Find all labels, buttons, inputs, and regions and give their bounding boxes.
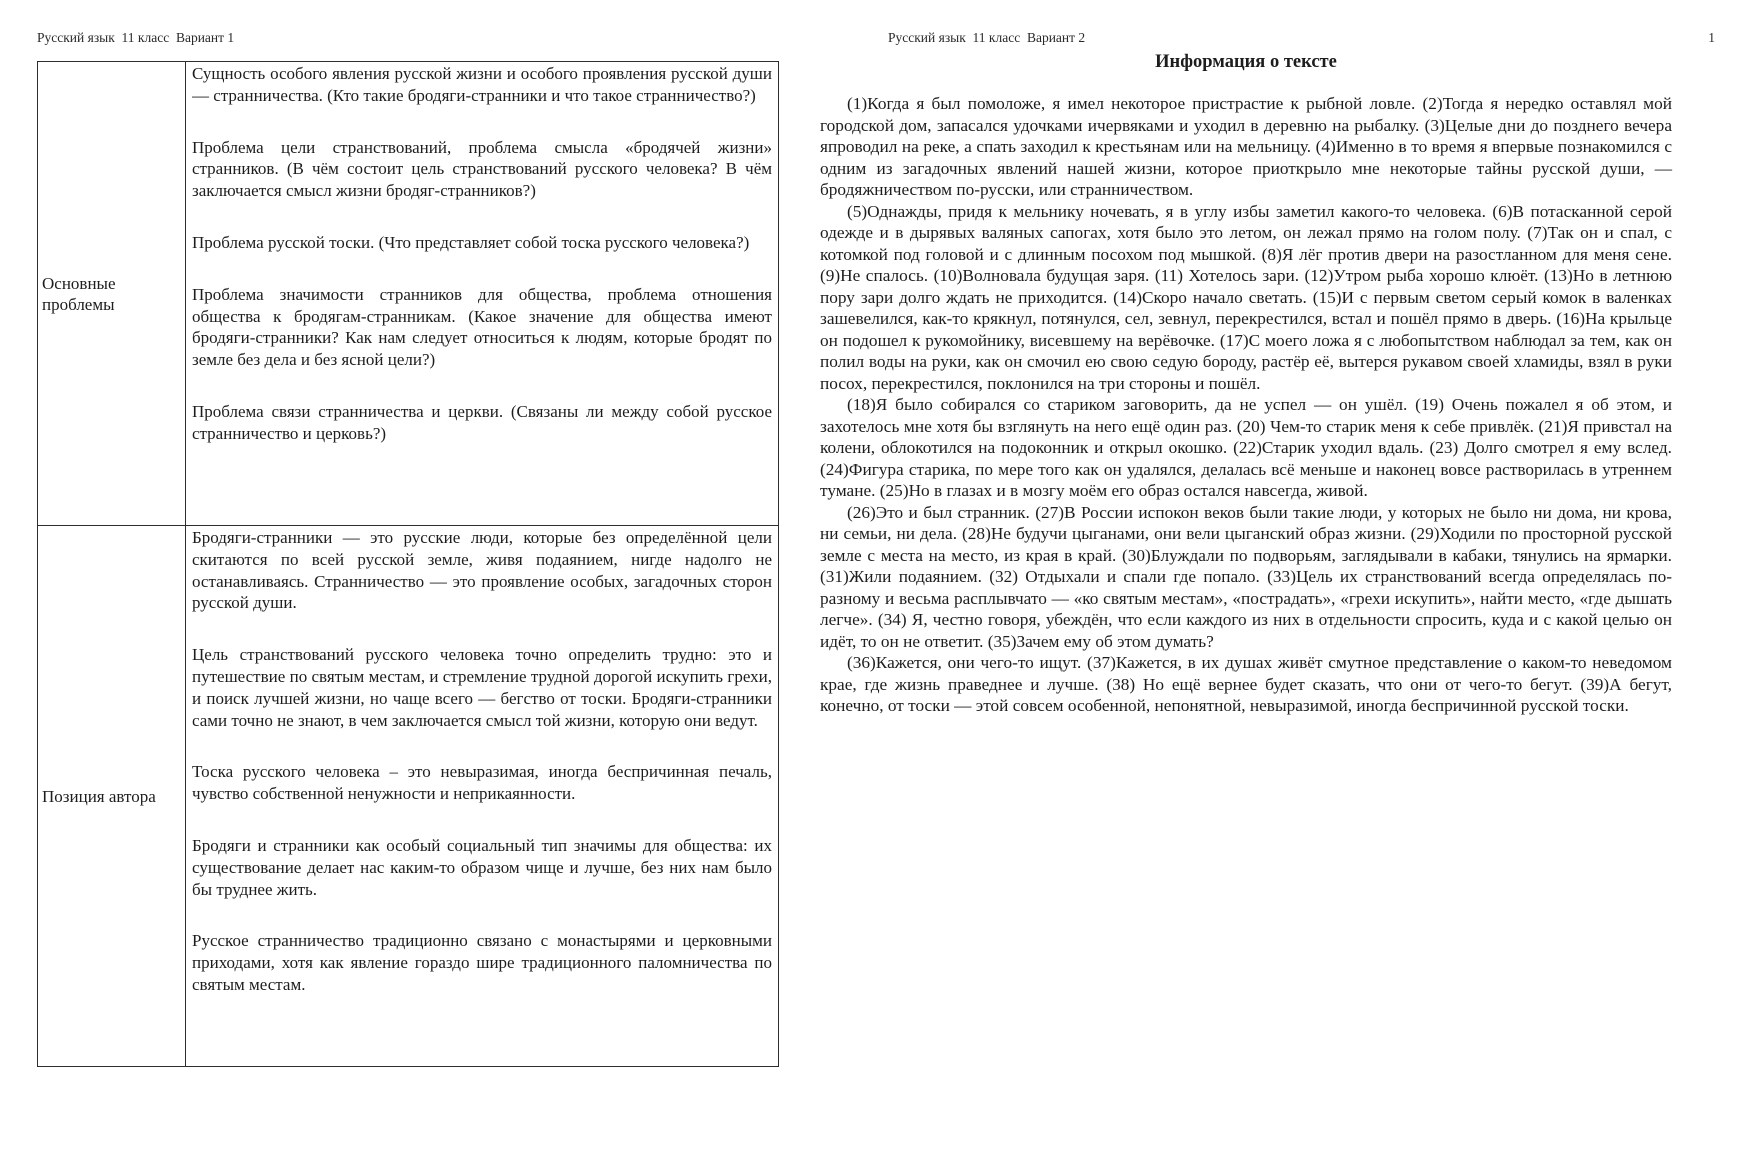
author-position-paragraph: Русское странничество традиционно связано с монастырями и церковными приходами, хотя как явление гораздо шире традиционного паломничества по святым местам. bbox=[192, 931, 772, 994]
author-position-paragraph: Бродяги-странники — это русские люди, которые без определённой цели скитаются по всей русской земле, живя подаянием, нигде надолго не останавливаясь. Странничество — это проявление особых, загадочных сторон русской души. bbox=[192, 528, 772, 613]
page-number: 1 bbox=[1708, 30, 1715, 45]
row-label-problems: Основные проблемы bbox=[38, 62, 186, 526]
text-info-title: Информация о тексте bbox=[1155, 52, 1337, 72]
text-info-body bbox=[820, 52, 1672, 717]
text-paragraph: (26)Это и был странник. (27)В России испокон веков были такие люди, у которых не было ни дома, ни крова, ни семьи, ни дела. (28)Не будучи цыганами, они вели цыганский образ жизни. (29)Ходили по просторной русской земле с места на место, из края в край. (30)Блуждали по подворьям, заглядывали в кабаки, тянулись на ярмарки. (31)Жили подаянием. (32) Отдыхали и спали где попало. (33)Цель их странствований всегда определялась по-разному и весьма расплывчато — «ко святым местам», «пострадать», «грехи искупить», найти место, «где дышать легче». (34) Я, честно говоря, убеждён, что если каждого из них в отдельности спросить, куда и с какой целью он идёт, то он не ответит. (35)Зачем ему об этом думать? bbox=[820, 502, 1672, 651]
page2-header: Русский язык 11 класс Вариант 2 bbox=[888, 30, 1086, 45]
problem-paragraph: Проблема значимости странников для общества, проблема отношения общества к бродягам-странникам. (Какое значение для общества имеют бродяги-странники? Как нам следует относиться к людям, которые бродят по земле без дела и без ясной цели?) bbox=[192, 284, 772, 370]
text-paragraph: (1)Когда я был помоложе, я имел некоторое пристрастие к рыбной ловле. (2)Тогда я нередко оставлял мой городской дом, запасался удочками ичервяками и уходил в деревню на рыбалку. (3)Целые дни до позднего вечера япроводил на реке, а спать заходил к крестьянам или на мельницу. (4)Именно в то время я впервые познакомился с одним из загадочных явлений нашей жизни, которое приоткрыло мне некоторые тайны русской души, — бродяжничеством по-русски, или странничеством. bbox=[820, 94, 1672, 199]
text-paragraph: (5)Однажды, придя к мельнику ночевать, я в углу избы заметил какого-то человека. (6)В потасканной серой одежде и в дырявых валяных сапогах, хотя было это летом, он лежал прямо на голом полу. (7)Так он и спал, с котомкой под головой и с длинным посохом под мышкой. (8)Я лёг против двери на разостланном для меня сене. (9)Не спалось. (10)Волновала будущая заря. (11) Хотелось зари. (12)Утром рыба хорошо клюёт. (13)Но в летнюю пору зари долго ждать не приходится. (14)Скоро начало светать. (15)И с первым светом серый комок в валенках зашевелился, как-то крякнул, потянулся, сел, зевнул, перекрестился, встал и пошёл прямо в дверь. (16)На крыльце он подошел к рукомойнику, висевшему на верёвочке. (17)С моего ложа я с любопытством наблюдал за тем, как он полил воды на руки, как он смочил ею свою седую бороду, растёр её, вытерся рукавом своей хламиды, взял в руки посох, перекрестился, поклонился на три стороны и пошёл. bbox=[820, 201, 1672, 393]
author-position-paragraph: Бродяги и странники как особый социальный тип значимы для общества: их существование делает нас каким-то образом чище и лучше, без них нам было бы труднее жить. bbox=[192, 835, 772, 899]
author-position-cell bbox=[186, 526, 779, 1067]
page2-header-row bbox=[820, 30, 1715, 46]
problems-table bbox=[37, 61, 779, 1067]
problem-paragraph: Проблема связи странничества и церкви. (Связаны ли между собой русское странничество и церковь?) bbox=[192, 401, 772, 443]
problems-cell bbox=[186, 62, 779, 526]
row-label-author-position: Позиция автора bbox=[38, 526, 186, 1067]
author-position-paragraph: Цель странствований русского человека точно определить трудно: это и путешествие по святым местам, и стремление трудной дорогой искупить грехи, и поиск лучшей жизни, но чаще всего — бегство от тоски. Бродяги-странники сами точно не знают, в чем заключается смысл той жизни, которую они ведут. bbox=[192, 645, 772, 730]
page-1 bbox=[37, 30, 772, 1067]
text-paragraph: (18)Я было собирался со стариком заговорить, да не успел — он ушёл. (19) Очень пожалел я об этом, и захотелось мне хотя бы взглянуть на него ещё один раз. (20) Чем-то старик меня к себе привлёк. (21)Я привстал на колени, облокотился на подоконник и открыл окошко. (22)Старик уходил вдаль. (23) Долго смотрел я ему вслед. (24)Фигура старика, по мере того как он удалялся, делалась всё меньше и наконец вовсе растворилась в утреннем тумане. (25)Но в глазах и в мозгу моём его образ остался навсегда, живой. bbox=[820, 395, 1672, 500]
problem-paragraph: Проблема цели странствований, проблема смысла «бродячей жизни» странников. (В чём состоит цель странствований русского человека? В чём заключается смысл жизни бродяг-странников?) bbox=[192, 137, 772, 201]
problem-paragraph: Сущность особого явления русской жизни и особого проявления русской души — странничества. (Кто такие бродяги-странники и что такое странничество?) bbox=[192, 64, 772, 105]
table-row-author-position bbox=[38, 526, 779, 1067]
table-row-problems bbox=[38, 62, 779, 526]
text-paragraph: (36)Кажется, они чего-то ищут. (37)Кажется, в их душах живёт смутное представление о каком-то неведомом крае, где жизнь праведнее и лучше. (38) Но ещё вернее будет сказать, что они от чего-то бегут. (39)А бегут, конечно, от тоски — этой совсем особенной, непонятной, невыразимой, иногда беспричинной русской тоски. bbox=[820, 653, 1672, 715]
page-2 bbox=[820, 30, 1715, 717]
author-position-paragraph: Тоска русского человека – это невыразимая, иногда беспричинная печаль, чувство собственной ненужности и неприкаянности. bbox=[192, 762, 772, 804]
page1-header: Русский язык 11 класс Вариант 1 bbox=[37, 30, 235, 45]
problem-paragraph: Проблема русской тоски. (Что представляет собой тоска русского человека?) bbox=[192, 232, 750, 252]
